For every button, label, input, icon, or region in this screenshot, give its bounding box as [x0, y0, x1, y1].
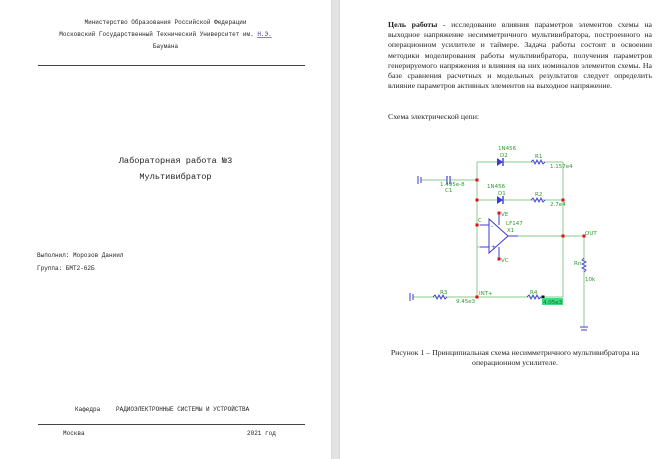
resistor-r2-icon: [531, 198, 545, 202]
d2-model-label: 1N456: [498, 146, 517, 152]
r3-value-label: 9.45e3: [456, 299, 476, 305]
r2-value-label: 2.7e4: [550, 202, 566, 208]
d1-model-label: 1N456: [487, 184, 506, 190]
group-label: Группа: БМТ2-62Б: [37, 265, 95, 272]
footer-divider: [38, 424, 305, 425]
c1-name-label: C1: [445, 188, 453, 194]
lab-subject: Мультивибратор: [139, 172, 212, 182]
schematic-labels: [440, 146, 597, 305]
x1-model-label: LF147: [506, 221, 523, 227]
lab-title: Лабораторная работа №3: [118, 156, 233, 166]
schema-label: Схема электрической цепи:: [388, 112, 480, 121]
page-gap: [331, 0, 340, 459]
diode-d2-icon: [497, 158, 503, 166]
goal-paragraph: [388, 20, 652, 91]
university-line-2: Баумана: [152, 43, 179, 50]
circuit-schematic: [400, 140, 600, 335]
ground-icon: [580, 327, 588, 330]
opamp-minus-sign: -: [491, 223, 494, 230]
header-divider: [38, 65, 305, 66]
department-name: РАДИОЭЛЕКТРОННЫЕ СИСТЕМЫ И УСТРОЙСТВА: [116, 406, 250, 413]
resistor-rn-icon: [582, 258, 586, 272]
title-page: [0, 0, 331, 459]
university-name: Московский Государственный Технический Университет им.: [59, 31, 254, 38]
r4-name-label: R4: [530, 290, 538, 296]
d1-name-label: D1: [498, 191, 506, 197]
rn-name-label: Rn: [574, 261, 582, 267]
goal-heading: Цель работы: [388, 20, 438, 29]
x1-name-label: X1: [507, 228, 515, 234]
department-label: Кафедра: [75, 406, 101, 413]
rn-value-label: 10k: [585, 277, 596, 283]
content-page: [340, 0, 666, 459]
ve-net-label: VE: [501, 212, 509, 218]
int-net-label: INT+: [479, 291, 493, 297]
opamp-plus-sign: +: [491, 244, 497, 251]
ground-icon: [410, 293, 413, 301]
diode-d1-icon: [497, 196, 503, 204]
d2-name-label: D2: [500, 153, 508, 159]
r2-name-label: R2: [535, 192, 543, 198]
author-label: Выполнил: Морозов Даниил: [37, 252, 124, 259]
r1-name-label: R1: [535, 154, 543, 160]
r1-value-label: 1.157e4: [550, 164, 573, 170]
goal-text: - исследование влияния параметров элементов схемы на выходное напряжение несимметричного мультивибратора, построенного на операционном усилителе и таймере. Задача работы состоит в освоении методики моделирования работы мультивибратора, получения параметров генерируемого напряжения и влияния на них номиналов элементов схемы. На базе сравнения расчетных и модельных результатов следует определить влияние параметров активных элементов на выходное напряжение.: [388, 20, 652, 91]
opamp-x1-icon: [480, 213, 518, 259]
year: 2021 год: [247, 430, 276, 437]
university-initials: Н.Э.: [257, 31, 272, 38]
out-net-label: OUT: [585, 231, 597, 237]
ministry-line: Министерство Образования Российской Федерации: [84, 19, 247, 26]
c1-value-label: 1.495e-8: [440, 182, 465, 188]
vc-net-label: VC: [501, 258, 509, 264]
figure-caption: Рисунок 1 – Принципиальная схема несимметричного мультивибратора на операционном усилителе.: [390, 348, 640, 368]
c-net-label: C: [478, 218, 482, 224]
r3-name-label: R3: [440, 290, 448, 296]
university-line: [0, 31, 331, 38]
city: Москва: [63, 430, 85, 437]
r4-value-label[interactable]: 4.05e3: [543, 300, 563, 306]
ground-icon: [418, 176, 421, 184]
resistor-r1-icon: [531, 160, 545, 164]
